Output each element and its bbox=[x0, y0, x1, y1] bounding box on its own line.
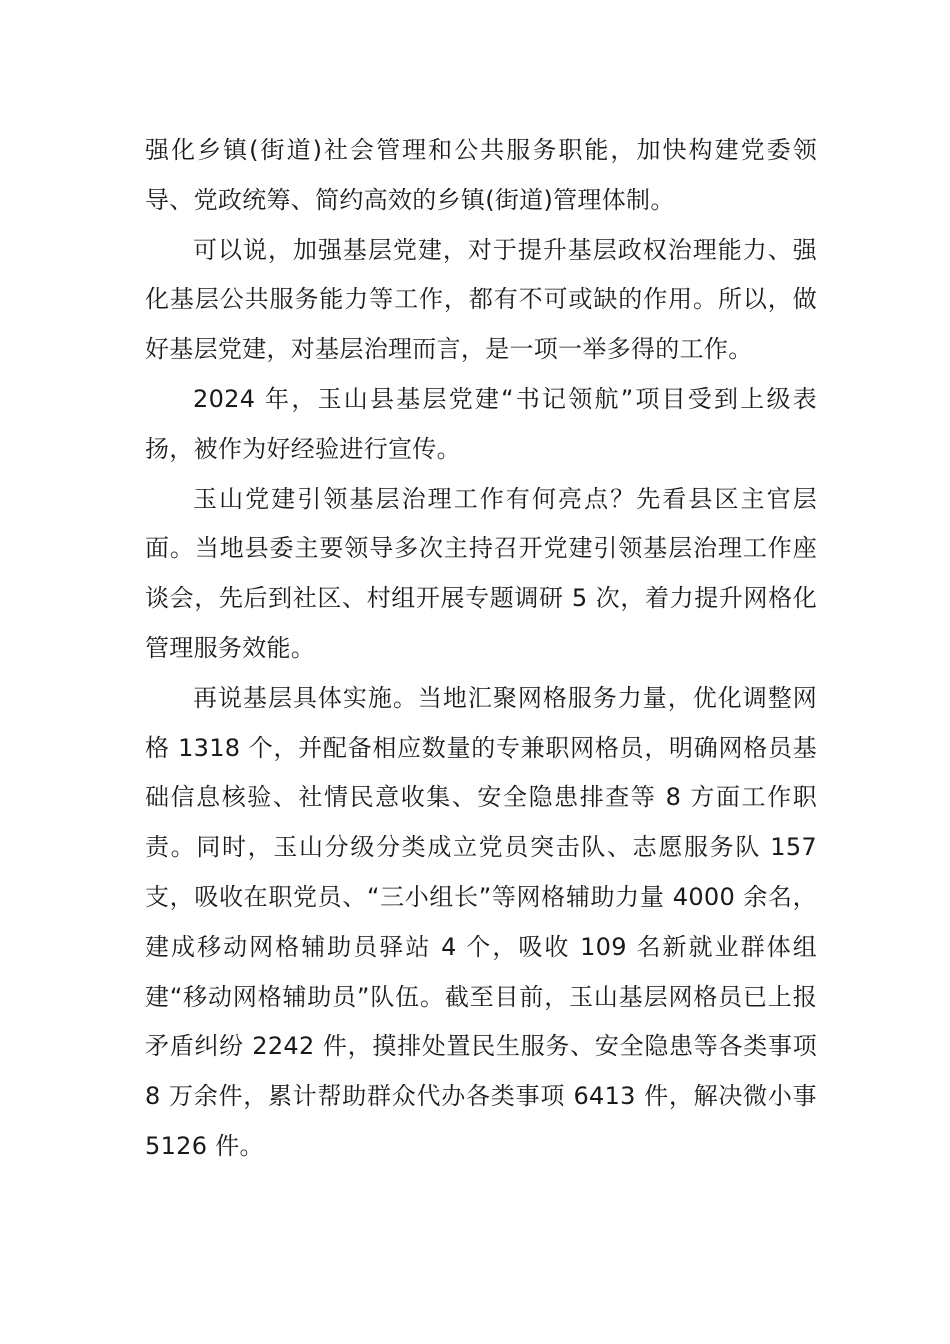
paragraph-5: 再说基层具体实施。当地汇聚网格服务力量，优化调整网格 1318 个，并配备相应数量的专兼职网格员，明确网格员基础信息核验、社情民意收集、安全隐患排查等 8 方面工作职责。同时，玉山分级分类成立党员突击队、志愿服务队 157 支，吸收在职党员、“三小组长”等网格辅助力量 4000 余名，建成移动网格辅助员驿站 4 个，吸收 109 名新就业群体组建“移动网格辅助员”队伍。截至目前，玉山基层网格员已上报矛盾纠纷 2242 件，摸排处置民生服务、安全隐患等各类事项 8 万余件，累计帮助群众代办各类事项 6413 件，解决微小事 5126 件。 bbox=[145, 683, 817, 1160]
paragraph-4: 玉山党建引领基层治理工作有何亮点？先看县区主官层面。当地县委主要领导多次主持召开党建引领基层治理工作座谈会，先后到社区、村组开展专题调研 5 次，着力提升网格化管理服务效能。 bbox=[145, 484, 817, 662]
paragraph-1: 强化乡镇(街道)社会管理和公共服务职能，加快构建党委领导、党政统筹、简约高效的乡镇(街道)管理体制。 bbox=[145, 136, 817, 214]
document-body bbox=[145, 126, 817, 1172]
paragraph-3: 2024 年，玉山县基层党建“书记领航”项目受到上级表扬，被作为好经验进行宣传。 bbox=[145, 384, 817, 463]
paragraph-2: 可以说，加强基层党建，对于提升基层政权治理能力、强化基层公共服务能力等工作，都有不可或缺的作用。所以，做好基层党建，对基层治理而言，是一项一举多得的工作。 bbox=[145, 235, 817, 364]
